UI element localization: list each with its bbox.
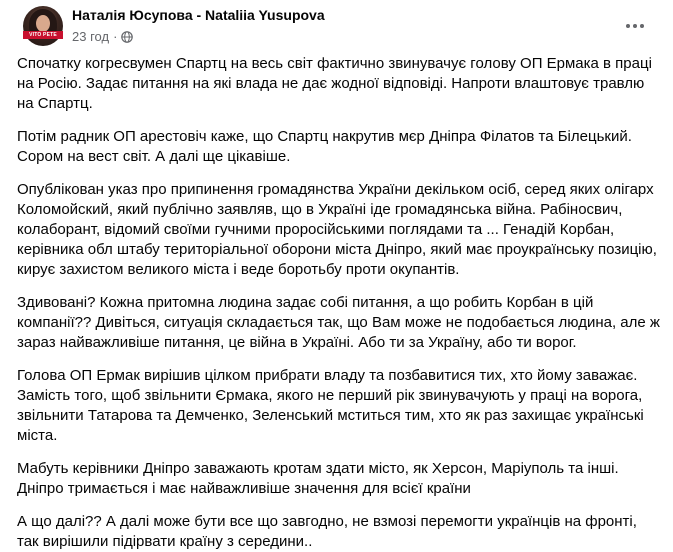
post-time[interactable]: 23 год [72,29,110,44]
post-paragraph: Здивовані? Кожна притомна людина задає собі питання, а що робить Корбан в цій компанії?? Дивіться, ситуація складається так, що Вам може не подобається людина, але ж зараз найважливіше питання, це війна в Україні. Або ти за Україну, або ти ворог. [17,294,660,351]
meta-separator: · [113,29,118,44]
post-body [12,54,661,552]
post-paragraph: Потім радник ОП арестовіч каже, що Спартц накрутив мєр Дніпра Філатов та Білецький. Сором на вест світ. А далі ще цікавіше. [17,128,632,165]
globe-icon[interactable] [121,31,133,43]
post-paragraph: А що далі?? А далі може бути все що завгодно, не взмозі перемогти українців на фронті, так вирішили підірвати країну з середини.. [17,513,637,550]
author-name[interactable]: Наталія Юсупова - Nataliia Yusupova [72,7,325,23]
post-paragraph: Опублікован указ про припинення громадянства України декільком осіб, серед яких олігарх Коломойский, який публічно заявляв, що в Україні іде громадянська війна. Рабіносвич, колаборант, відомий своїми гучними проросійськими поглядами та ... Генадій Корбан, керівника обл штабу територіальної оборони міста Дніпро, який має проукраїнську позицію, кирує захистом великого міста і веде боротьбу проти окупантів. [17,181,657,278]
more-options-button[interactable] [623,14,647,38]
avatar-caption: VITO PETE [23,31,63,39]
post-header [12,0,661,54]
more-icon [626,24,644,28]
avatar-face [36,15,50,32]
post-paragraph: Спочатку когресвумен Спартц на весь світ фактично звинувачує голову ОП Ермака в праці на Росію. Задає питання на які влада не дає жодної відповіді. Напроти влаштовує травлю на Спартц. [17,55,652,112]
post-paragraph: Мабуть керівники Дніпро заважають кротам здати місто, як Херсон, Маріуполь та інші. Дніпро тримається і має найважливіше значення для всієї країни [17,460,619,497]
post-paragraph: Голова ОП Ермак вирішив цілком прибрати владу та позбавитися тих, хто йому заважає. Замість того, щоб звільнити Єрмака, якого не перший рік звинувачують у праці на ворога, звільнити Татарова та Демченко, Зеленський мститься тим, хто як раз захищає українські міста. [17,367,644,444]
post-meta [72,29,133,44]
avatar[interactable] [23,6,63,46]
